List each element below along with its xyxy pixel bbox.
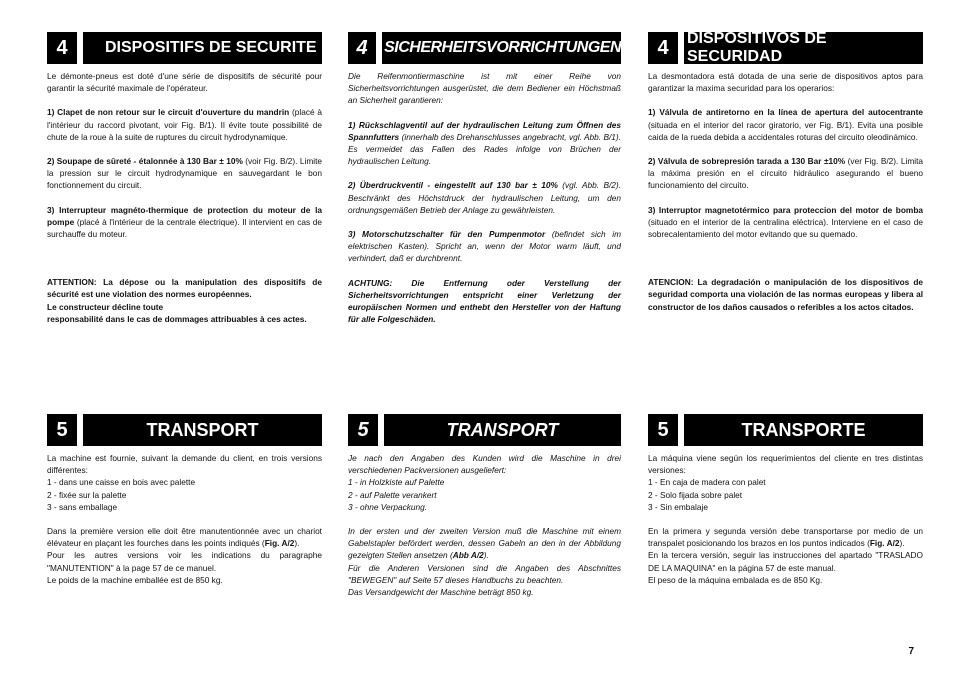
item-1: 1) Válvula de antiretorno en la línea de apertura del autocentrante (situada en el interior del racor giratorio, ver Fig. B/1). Evita una posible caida de la rueda debida a accidentales roturas del circuito oleodinámico. [648, 107, 923, 142]
section-header-es [648, 414, 923, 446]
versions-list: La machine est fournie, suivant la demande du client, en trois versions différentes: 1 - dans une caisse en bois avec palette 2 - fixée sur la palette 3 - sans emballage [47, 453, 322, 512]
item-1: 1) Rückschlagventil auf der hydraulischen Leitung zum Öffnen des Spannfutters (innerhalb des Drehanschlusses angebracht, vgl. Abb. B/1). Es vermeidet das Fallen des Rades infolge von Brüchen der hydraulischen Leitung. [348, 119, 621, 167]
weight-paragraph: Le poids de la machine emballée est de 850 kg. [47, 574, 223, 585]
section-body-es [648, 452, 923, 598]
reference-paragraph: En la tercera versión, seguir las instrucciones del apartado "TRASLADO DE LA MAQUINA" en la página 57 de este manual. [648, 550, 923, 573]
warning-paragraph: ACHTUNG: Die Entfernung oder Verstellung der Sicherheitsvorrichtungen entspricht einer Verletzung der europäischen Normen und enthebt den Hersteller von der Haftung für alle Folgeschäden. [348, 277, 621, 325]
item-3: 3) Motorschutzschalter für den Pumpenmotor (befindet sich im elektrischen Kasten). Spricht an, wenn der Motor warm läuft, und verhindert, daß er durchbrennt. [348, 229, 622, 264]
section-title-es: DISPOSITIVOS DE SECURIDAD [684, 32, 923, 64]
section-number: 5 [348, 414, 378, 446]
weight-paragraph: Das Versandgewicht der Maschine beträgt 850 kg. [348, 587, 534, 598]
warning-paragraph: ATTENTION: La dépose ou la manipulation des dispositifs de sécurité est une violation des normes européennes. Le constructeur décline toute responsabilité dans le cas de dommages attribuables à ces actes. [47, 277, 322, 324]
intro-paragraph: La desmontadora está dotada de una serie de dispositivos aptos para garantizar la maxima securidad para los operarios: [648, 71, 923, 94]
intro-paragraph: Le démonte-pneus est doté d'une série de dispositifs de sécurité pour garantir la sécurité maximale de l'opérateur. [47, 71, 322, 94]
intro-paragraph: Die Reifenmontiermaschine ist mit einer Reihe von Sicherheitsvorrichtungen ausgerüstet, die dem Bediener ein Höchstmaß an Sicherheit garantieren: [348, 71, 621, 106]
section-number: 4 [348, 32, 376, 64]
item-2: 2) Válvula de sobrepresión tarada a 130 Bar ±10% (ver Fig. B/2). Limita la máxima presión en el circuito hidráulico asegurando el bueno funcionamiento del circuito. [648, 156, 923, 191]
section-title-de: TRANSPORT [384, 414, 621, 446]
section-body-de [348, 452, 621, 610]
versions-list: La máquina viene según los requerimientos del cliente en tres distintas versiones: 1 - En caja de madera con palet 2 - Solo fijada sobre palet 3 - Sin embalaje [648, 453, 923, 512]
item-2: 2) Soupape de sûreté - étalonnée à 130 Bar ± 10% (voir Fig. B/2). Limite la pression sur le circuit hydrodynamique en sauvegardant le bon fonctionnement du circuit. [47, 156, 322, 191]
section-header-de [348, 32, 621, 64]
handling-paragraph: Dans la première version elle doit être manutentionnée avec un chariot élévateur en plaçant les fourches dans les points indiqués (Fig. A/2). [47, 526, 322, 549]
section-header-fr [47, 414, 322, 446]
section-title-es: TRANSPORTE [684, 414, 923, 446]
section-body-es [648, 70, 923, 325]
section-number: 5 [47, 414, 77, 446]
section-number: 4 [47, 32, 77, 64]
handling-paragraph: En la primera y segunda versión debe transportarse por medio de un transpalet posicionando los brazos en los puntos indicados (Fig. A/2). [648, 526, 923, 549]
warning-paragraph: ATENCION: La degradación o manipulación de los dispositivos de seguridad comporta una violación de las normas europeas y libera al constructor de los daños causados o referibles a los actos citados. [648, 277, 923, 312]
item-3: 3) Interrupteur magnéto-thermique de protection du moteur de la pompe (placé à l'intérieur de la centrale électrique). Il intervient en cas de surchauffe du moteur. [47, 204, 322, 240]
section-header-es [648, 32, 923, 64]
section-title-de: SICHERHEITSVORRICHTUNGEN [382, 32, 621, 64]
reference-paragraph: Pour les autres versions voir les indications du paragraphe "MANUTENTION" à la page 57 de ce manuel. [47, 550, 322, 573]
weight-paragraph: El peso de la máquina embalada es de 850 Kg. [648, 574, 823, 585]
section-number: 4 [648, 32, 678, 64]
section-body-de [348, 70, 621, 337]
section-title-fr: TRANSPORT [83, 414, 322, 446]
item-1: 1) Clapet de non retour sur le circuit d'ouverture du mandrin (placé à l'intérieur du raccord pivotant, voir Fig. B/1). Il évite toute possibilité de chute de la roue à la suite de ruptures du circuit hydrodynamique. [47, 107, 322, 142]
section-header-de [348, 414, 621, 446]
section-body-fr [47, 452, 322, 598]
section-number: 5 [648, 414, 678, 446]
item-2: 2) Überdruckventil - eingestellt auf 130 bar ± 10% (vgl. Abb. B/2). Beschränkt des Höchstdruck der hydraulischen Leitung, um den ordnungsgemäßen Betrieb der Anlage zu gewährleisten. [348, 180, 621, 215]
page-number: 7 [908, 646, 914, 657]
item-3: 3) Interruptor magnetotérmico para proteccion del motor de bomba (situado en el interior de la centralina eléctrica). Interviene en el caso de sobrecalentamiento del motor evitando que su quemado. [648, 204, 923, 240]
section-title-fr: DISPOSITIFS DE SECURITE [83, 32, 322, 64]
section-header-fr [47, 32, 322, 64]
handling-paragraph: In der ersten und der zweiten Version muß die Maschine mit einem Gabelstapler befördert werden, dessen Gabeln an den in der Abbildung gezeigten Stellen ansetzen (Abb A/2). [348, 526, 621, 561]
reference-paragraph: Für die Anderen Versionen sind die Angaben des Abschnittes "BEWEGEN" auf Seite 57 dieses Handbuchs zu beachten. [348, 562, 621, 585]
versions-list: Je nach den Angaben des Kunden wird die Maschine in drei verschiedenen Packversionen ausgeliefert: 1 - in Holzkiste auf Palette 2 - auf Palette verankert 3 - ohne Verpackung. [348, 453, 621, 512]
section-body-fr [47, 70, 322, 337]
